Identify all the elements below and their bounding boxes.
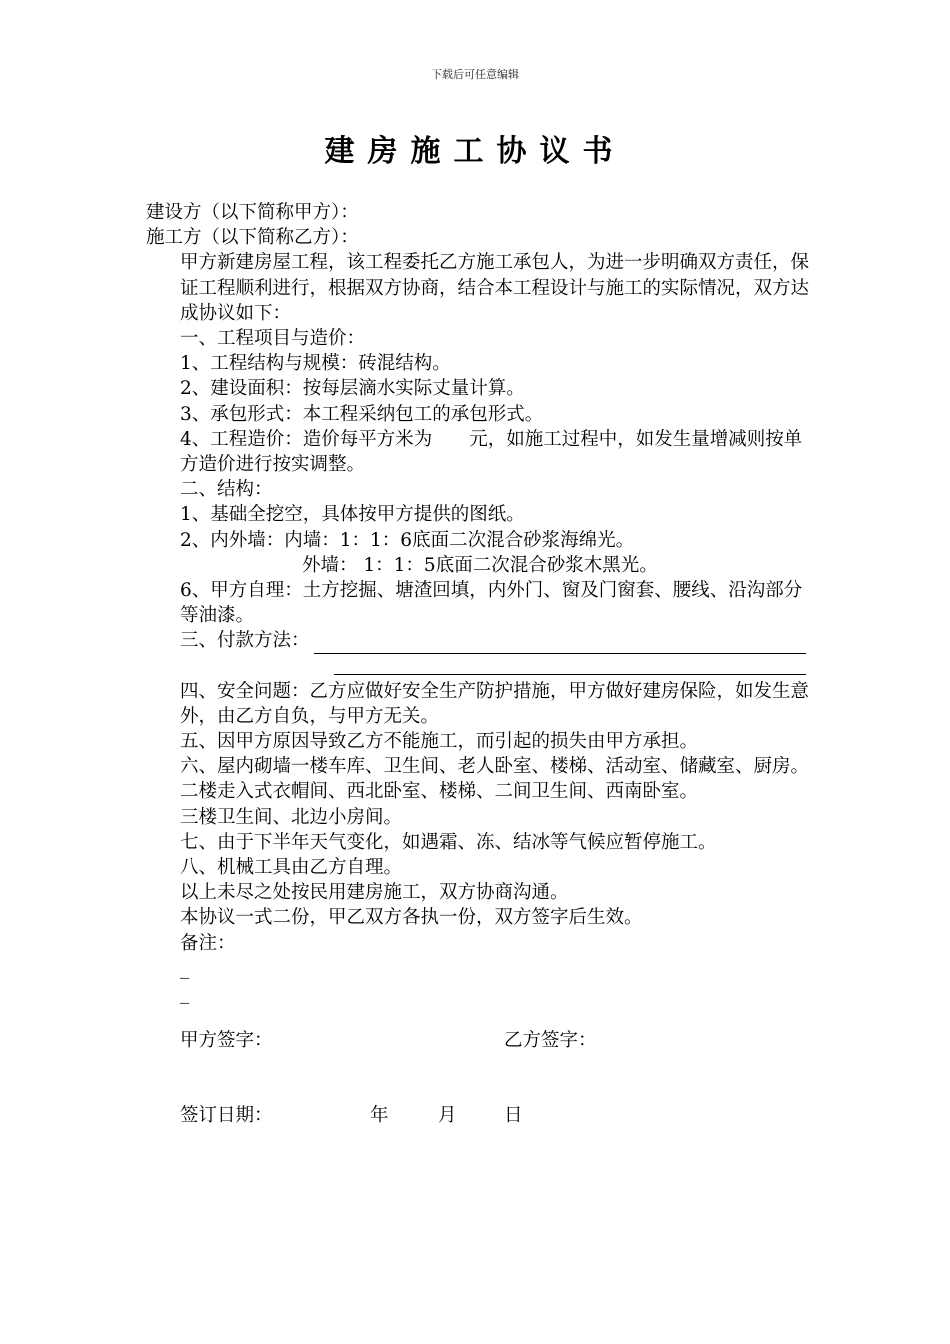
signature-row	[146, 1028, 810, 1053]
section-8: 八、机械工具由乙方自理。	[180, 857, 403, 879]
remarks-label: 备注：	[180, 932, 236, 954]
remarks-blank: _	[180, 983, 190, 1005]
party-a-signature-label: 甲方签字：	[180, 1030, 273, 1052]
section-2-heading: 二、结构：	[180, 479, 273, 501]
remarks-blank: _	[180, 957, 190, 979]
section-1-item: 4、工程造价：造价每平方米为 元，如施工过程中，如发生量增减则按单方造价进行按实调整。	[180, 428, 803, 476]
section-3-heading: 三、付款方法：	[180, 630, 310, 652]
date-month-label: 月	[438, 1105, 457, 1127]
party-a-line: 建设方（以下简称甲方）：	[146, 202, 359, 223]
section-7: 七、由于下半年天气变化，如遇霜、冻、结冰等气候应暂停施工。	[180, 831, 717, 853]
payment-blank-line-2	[334, 654, 806, 675]
section-2-item: 6、甲方自理：土方挖掘、塘渣回填，内外门、窗及门窗套、腰线、沿沟部分等油漆。	[180, 580, 803, 627]
section-6-floor2: 二楼走入式衣帽间、西北卧室、楼梯、二间卫生间、西南卧室。	[180, 781, 699, 803]
section-5: 五、因甲方原因导致乙方不能施工，而引起的损失由甲方承担。	[180, 731, 699, 753]
section-6: 六、屋内砌墙一楼车库、卫生间、老人卧室、楼梯、活动室、储藏室、厨房。	[180, 756, 810, 778]
closing-line-2: 本协议一式二份，甲乙双方各执一份，双方签字后生效。	[180, 907, 643, 929]
section-1-item: 2、建设面积：按每层滴水实际丈量计算。	[180, 378, 525, 400]
document-title: 建房施工协议书	[324, 134, 626, 169]
date-year-label: 年	[370, 1105, 389, 1127]
agreement-body	[146, 200, 810, 1128]
section-2-item: 1、基础全挖空，具体按甲方提供的图纸。	[180, 504, 525, 526]
header-note: 下载后可任意编辑	[431, 68, 519, 81]
section-2-item: 2、内外墙：内墙：1：1：6底面二次混合砂浆海绵光。	[180, 529, 635, 551]
closing-line-1: 以上未尽之处按民用建房施工，双方协商沟通。	[180, 882, 569, 904]
party-b-line: 施工方（以下简称乙方）：	[146, 227, 359, 249]
section-1-heading: 一、工程项目与造价：	[180, 328, 366, 350]
section-2-item: 外墙： 1：1：5底面二次混合砂浆木黑光。	[302, 554, 658, 576]
date-day-label: 日	[504, 1105, 523, 1127]
payment-blank-line	[314, 635, 806, 654]
payment-row	[146, 628, 810, 653]
section-1-item: 1、工程结构与规模：砖混结构。	[180, 353, 451, 375]
section-4: 四、安全问题：乙方应做好安全生产防护措施，甲方做好建房保险，如发生意外，由乙方自负，与甲方无关。	[180, 680, 810, 727]
party-b-signature-label: 乙方签字：	[504, 1030, 597, 1052]
signing-date-row	[146, 1103, 810, 1128]
section-1-item: 3、承包形式：本工程采纳包工的承包形式。	[180, 403, 544, 425]
intro-paragraph: 甲方新建房屋工程，该工程委托乙方施工承包人，为进一步明确双方责任，保证工程顺利进行，根据双方协商，结合本工程设计与施工的实际情况，双方达成协议如下：	[180, 252, 810, 324]
signing-date-label: 签订日期：	[180, 1105, 273, 1127]
section-6-floor3: 三楼卫生间、北边小房间。	[180, 806, 403, 828]
